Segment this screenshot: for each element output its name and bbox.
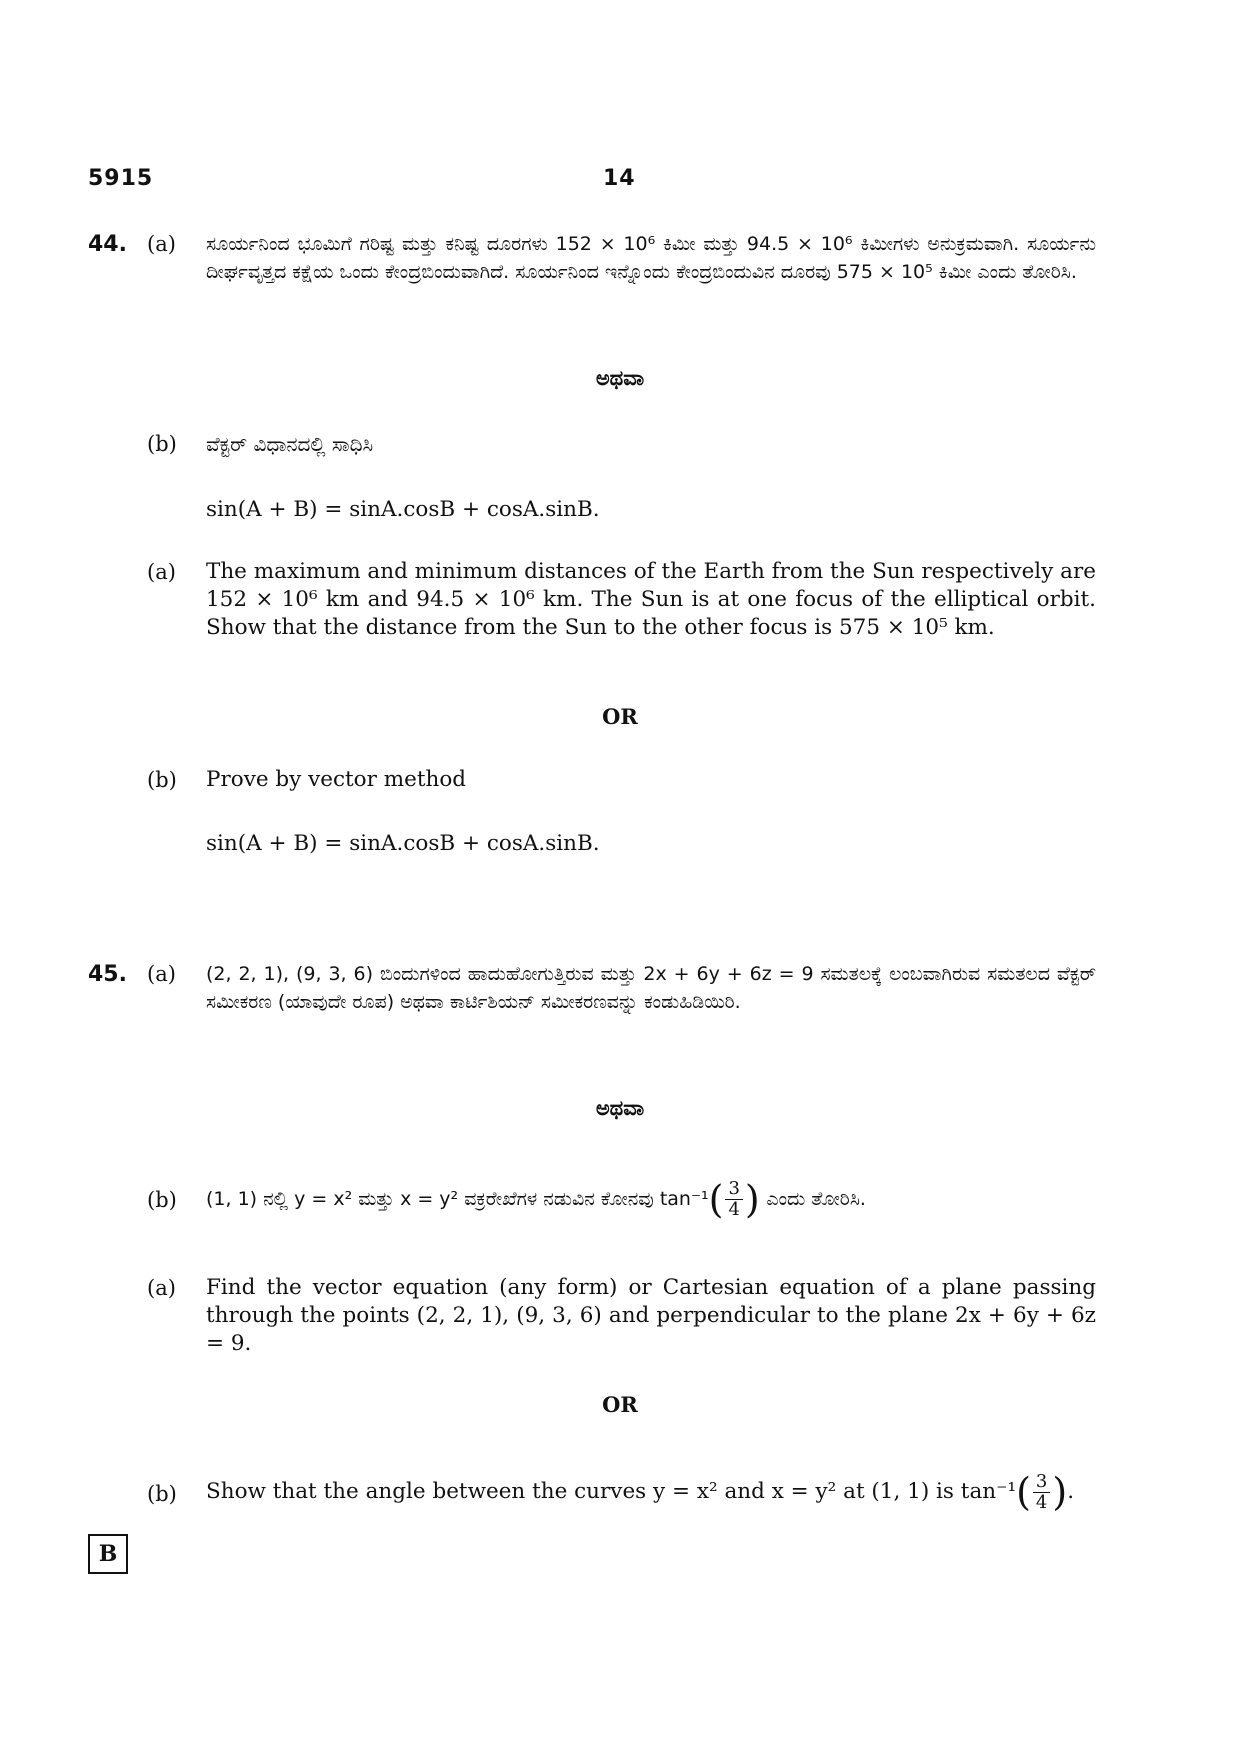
fraction-3-4 [1033,1472,1050,1513]
q44-en-b-text: Prove by vector method [206,767,467,792]
fraction-numerator: 3 [725,1179,742,1200]
right-paren: ) [1052,1470,1068,1514]
q44-kn-b-text: ವೆಕ್ಟರ್ ವಿಧಾನದಲ್ಲಿ ಸಾಧಿಸಿ [206,432,374,456]
fraction-3-4 [725,1179,742,1220]
q44-kn-a-text: ಸೂರ್ಯನಿಂದ ಭೂಮಿಗೆ ಗರಿಷ್ಟ ಮತ್ತು ಕನಿಷ್ಟ ದೂರಗಳು 152 × 10⁶ ಕಿಮೀ ಮತ್ತು 94.5 × 10⁶ ಕಿಮೀಗಳು ಅನುಕ್ರಮವಾಗಿ. ಸೂರ್ಯನು ದೀರ್ಘವೃತ್ತದ ಕಕ್ಷೆಯ ಒಂದು ಕೇಂದ್ರಬಿಂದುವಾಗಿದೆ. ಸೂರ್ಯನಿಂದ ಇನ್ನೊಂದು ಕೇಂದ್ರಬಿಂದುವಿನ ದೂರವು 575 × 10⁵ ಕಿಮೀ ಎಂದು ತೋರಿಸಿ. [206,233,1096,283]
q44-kn-formula: sin(A + B) = sinA.cosB + cosA.sinB. [206,497,600,522]
fraction-denominator: 4 [728,1199,740,1220]
q45-kn-b-label: (b) [147,1188,177,1212]
left-paren: ( [1016,1470,1031,1514]
q45-kn-b-pre: (1, 1) ನಲ್ಲಿ y = x² ಮತ್ತು x = y² ವಕ್ರರೇಖೆಗಳ ನಡುವಿನ ಕೋನವು tan⁻¹ [206,1188,709,1210]
q45-en-b-pre: Show that the angle between the curves y = x² and x = y² at (1, 1) is tan⁻¹ [206,1479,1017,1504]
question-44-number: 44. [88,232,127,257]
q45-kn-b-line [206,1168,1106,1230]
q45-kn-or: ಅಥವಾ [595,1096,645,1120]
q45-kn-b-post: ಎಂದು ತೋರಿಸಿ. [766,1188,866,1210]
q45-en-b-line [206,1462,1106,1522]
q44-en-a-text: The maximum and minimum distances of the Earth from the Sun respectively are 152 × 10⁶ km and 94.5 × 10⁶ km. The Sun is at one focus of the elliptical orbit. Show that the distance from the Sun to the other focus is 575 × 10⁵ km. [206,559,1096,640]
right-paren: ) [744,1177,760,1222]
q44-en-or: OR [602,704,638,729]
fraction-denominator: 4 [1035,1491,1048,1513]
q44-kn-or: ಅಥವಾ [595,366,645,390]
page-number: 14 [603,166,636,191]
q44-kn-b-label: (b) [147,432,177,456]
fraction-numerator: 3 [1033,1472,1050,1493]
q44-en-formula: sin(A + B) = sinA.cosB + cosA.sinB. [206,831,600,856]
paper-code: 5915 [88,166,154,191]
q45-en-b-label: (b) [147,1482,177,1506]
q45-en-a-label: (a) [147,1276,176,1300]
q45-kn-a-label: (a) [147,962,176,986]
q44-kn-a-label: (a) [147,232,176,256]
question-45-number: 45. [88,962,127,987]
left-paren: ( [708,1177,724,1222]
q44-en-a-label: (a) [147,560,176,584]
q45-en-or: OR [602,1392,638,1417]
q45-en-a-text: Find the vector equation (any form) or Cartesian equation of a plane passing through the points (2, 2, 1), (9, 3, 6) and perpendicular to the plane 2x + 6y + 6z = 9. [206,1275,1096,1356]
q45-kn-a-text: (2, 2, 1), (9, 3, 6) ಬಿಂದುಗಳಿಂದ ಹಾದುಹೋಗುತ್ತಿರುವ ಮತ್ತು 2x + 6y + 6z = 9 ಸಮತಲಕ್ಕೆ ಲಂಬವಾಗಿರುವ ಸಮತಲದ ವೆಕ್ಟರ್ ಸಮೀಕರಣ (ಯಾವುದೇ ರೂಪ) ಅಥವಾ ಕಾರ್ಟಿಶಿಯನ್ ಸಮೀಕರಣವನ್ನು ಕಂಡುಹಿಡಿಯಿರಿ. [206,963,1096,1013]
q45-en-b-post: . [1067,1479,1075,1504]
question-set-box: B [88,1534,128,1574]
q44-en-b-label: (b) [147,768,177,792]
